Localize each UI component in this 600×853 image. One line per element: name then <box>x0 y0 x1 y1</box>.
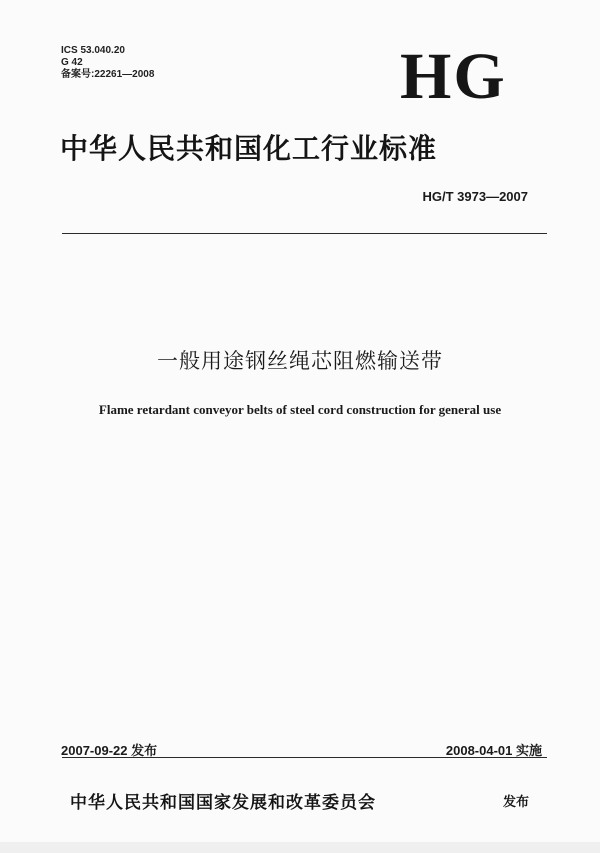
ics-code: ICS 53.040.20 <box>61 45 125 56</box>
issuing-authority: 中华人民共和国国家发展和改革委员会 <box>70 793 376 813</box>
issuing-label: 发布 <box>503 795 530 810</box>
filing-number: 备案号:22261—2008 <box>61 69 155 80</box>
chinese-title: 一般用途钢丝绳芯阻燃输送带 <box>157 349 443 373</box>
hg-logo: HG <box>400 40 507 113</box>
implementation-date: 2008-04-01 实施 <box>445 743 542 758</box>
top-divider <box>62 233 547 234</box>
standard-number: HG/T 3973—2007 <box>422 189 528 204</box>
standard-category-title: 中华人民共和国化工行业标准 <box>60 132 438 165</box>
ccs-code: G 42 <box>61 57 83 68</box>
classification-block <box>61 45 154 81</box>
bottom-divider <box>62 757 547 758</box>
english-title: Flame retardant conveyor belts of steel cord construction for general use <box>98 402 502 417</box>
issue-date: 2007-09-22 发布 <box>61 743 158 758</box>
scan-edge <box>0 842 600 853</box>
